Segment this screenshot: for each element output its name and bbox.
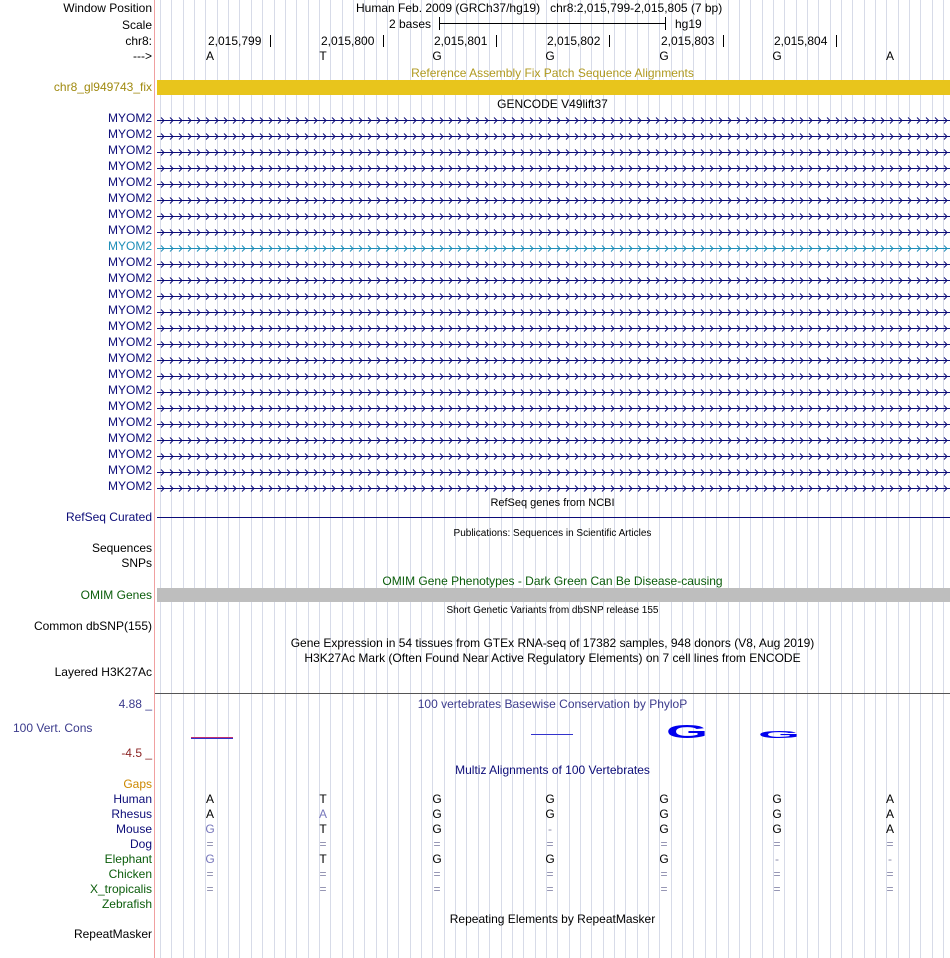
ruler-tick: [836, 35, 837, 47]
gencode-gene-intron[interactable]: [157, 433, 950, 444]
grid-line: [705, 0, 706, 958]
gencode-gene-label[interactable]: MYOM2: [107, 399, 152, 413]
gencode-gene-label[interactable]: MYOM2: [107, 143, 152, 157]
gencode-gene-label[interactable]: MYOM2: [107, 223, 152, 237]
multiz-base: T: [319, 852, 327, 866]
gencode-gene-intron[interactable]: [157, 321, 950, 332]
multiz-species-label[interactable]: Elephant: [104, 852, 152, 866]
multiz-base: =: [773, 837, 781, 851]
multiz-species-label[interactable]: Zebrafish: [101, 897, 152, 911]
gencode-gene-intron[interactable]: [157, 113, 950, 124]
publications-sequences-label[interactable]: Sequences: [91, 541, 152, 555]
grid-line: [410, 0, 411, 958]
multiz-base: -: [888, 852, 892, 866]
grid-line: [920, 0, 921, 958]
multiz-base: =: [433, 867, 441, 881]
multiz-base: A: [205, 807, 214, 821]
gencode-gene-label[interactable]: MYOM2: [107, 111, 152, 125]
multiz-species-label[interactable]: Mouse: [115, 822, 152, 836]
multiz-base: A: [885, 822, 894, 836]
phylop-glyph-g-large: G: [666, 722, 708, 742]
grid-line: [523, 0, 524, 958]
gencode-gene-label[interactable]: MYOM2: [107, 271, 152, 285]
multiz-base: G: [432, 822, 442, 836]
multiz-base: G: [545, 792, 555, 806]
multiz-base: G: [545, 807, 555, 821]
gencode-gene-label[interactable]: MYOM2: [107, 415, 152, 429]
ruler-coordinate: 2,015,803: [661, 34, 715, 48]
grid-line: [648, 0, 649, 958]
multiz-track-title[interactable]: Multiz Alignments of 100 Vertebrates: [455, 763, 650, 777]
grid-line: [569, 0, 570, 958]
multiz-base: =: [206, 837, 214, 851]
refseq-gene-line[interactable]: [157, 517, 950, 518]
grid-line: [830, 0, 831, 958]
gencode-gene-label[interactable]: MYOM2: [107, 303, 152, 317]
grid-line: [262, 0, 263, 958]
multiz-base: G: [659, 792, 669, 806]
gencode-gene-intron[interactable]: [157, 257, 950, 268]
h3k27ac-track-title[interactable]: H3K27Ac Mark (Often Found Near Active Regulatory Elements) on 7 cell lines from ENCODE: [304, 651, 801, 665]
grid-line: [728, 0, 729, 958]
gencode-gene-intron[interactable]: [157, 273, 950, 284]
grid-line: [228, 0, 229, 958]
gencode-gene-intron[interactable]: [157, 465, 950, 476]
grid-line: [750, 0, 751, 958]
ruler-tick: [270, 35, 271, 47]
h3k27ac-track-label[interactable]: Layered H3K27Ac: [54, 665, 152, 679]
gencode-gene-intron[interactable]: [157, 225, 950, 236]
fix-patch-alignment-bar[interactable]: [157, 80, 950, 95]
multiz-base: A: [885, 792, 894, 806]
gencode-gene-intron[interactable]: [157, 129, 950, 140]
multiz-base: =: [886, 837, 894, 851]
omim-gene-bar[interactable]: [157, 588, 950, 602]
scale-bases: 2 bases: [389, 17, 432, 31]
multiz-base: G: [432, 792, 442, 806]
multiz-base: =: [433, 882, 441, 896]
gencode-gene-intron[interactable]: [157, 305, 950, 316]
gtex-track-title[interactable]: Gene Expression in 54 tissues from GTEx RNA-seq of 17382 samples, 948 donors (V8, Aug 2019): [290, 636, 815, 650]
gencode-track-title[interactable]: GENCODE V49lift37: [497, 97, 608, 111]
grid-line: [421, 0, 422, 958]
ruler-tick: [609, 35, 610, 47]
scale-assembly: hg19: [675, 17, 702, 31]
multiz-base: T: [319, 792, 327, 806]
multiz-base: T: [319, 822, 327, 836]
ruler-coordinate: 2,015,801: [434, 34, 488, 48]
grid-line: [716, 0, 717, 958]
multiz-species-label[interactable]: Human: [113, 792, 152, 806]
reference-base: A: [205, 49, 214, 63]
gencode-gene-label[interactable]: MYOM2: [107, 383, 152, 397]
multiz-species-label[interactable]: Rhesus: [111, 807, 152, 821]
multiz-base: =: [546, 867, 554, 881]
multiz-base: =: [319, 882, 327, 896]
grid-line: [603, 0, 604, 958]
grid-line: [478, 0, 479, 958]
multiz-base: G: [659, 822, 669, 836]
reference-base: G: [545, 49, 555, 63]
label-panel-divider: [154, 0, 155, 958]
gencode-gene-label[interactable]: MYOM2: [107, 175, 152, 189]
gencode-gene-label[interactable]: MYOM2: [107, 367, 152, 381]
grid-line: [194, 0, 195, 958]
multiz-base: G: [659, 807, 669, 821]
multiz-gaps-label[interactable]: Gaps: [123, 777, 152, 791]
multiz-species-label[interactable]: Chicken: [108, 867, 152, 881]
grid-line: [693, 0, 694, 958]
gencode-gene-intron[interactable]: [157, 449, 950, 460]
grid-line: [898, 0, 899, 958]
gencode-gene-label[interactable]: MYOM2: [107, 239, 152, 253]
gencode-gene-intron[interactable]: [157, 337, 950, 348]
grid-line: [943, 0, 944, 958]
multiz-base: =: [206, 867, 214, 881]
reference-base: G: [772, 49, 782, 63]
grid-line: [455, 0, 456, 958]
strand-label: --->: [133, 49, 152, 63]
gencode-gene-intron[interactable]: [157, 241, 950, 252]
dbsnp-track-title[interactable]: Short Genetic Variants from dbSNP release 155: [446, 605, 659, 616]
fix-patch-track-title[interactable]: Reference Assembly Fix Patch Sequence Alignments: [411, 66, 694, 80]
reference-base: T: [319, 49, 327, 63]
multiz-base: =: [660, 837, 668, 851]
multiz-base: =: [319, 867, 327, 881]
publications-track-title[interactable]: Publications: Sequences in Scientific Articles: [453, 528, 652, 539]
multiz-base: A: [885, 807, 894, 821]
gencode-gene-label[interactable]: MYOM2: [107, 463, 152, 477]
grid-line: [512, 0, 513, 958]
phylop-glyph-g-small: G: [758, 730, 802, 741]
ruler-tick: [383, 35, 384, 47]
gencode-gene-intron[interactable]: [157, 193, 950, 204]
reference-base: G: [432, 49, 442, 63]
h3k27ac-baseline: [155, 693, 950, 694]
scale-label: Scale: [121, 18, 152, 32]
gencode-gene-label[interactable]: MYOM2: [107, 319, 152, 333]
multiz-base: G: [432, 807, 442, 821]
gencode-gene-label[interactable]: MYOM2: [107, 127, 152, 141]
gencode-gene-label[interactable]: MYOM2: [107, 351, 152, 365]
multiz-base: =: [433, 837, 441, 851]
phylop-max-label: 4.88 _: [118, 697, 152, 711]
repeatmasker-track-label[interactable]: RepeatMasker: [73, 927, 152, 941]
multiz-base: G: [772, 792, 782, 806]
gencode-gene-intron[interactable]: [157, 145, 950, 156]
ruler-tick: [723, 35, 724, 47]
grid-line: [864, 0, 865, 958]
grid-line: [183, 0, 184, 958]
multiz-base: =: [773, 867, 781, 881]
grid-line: [818, 0, 819, 958]
gencode-gene-intron[interactable]: [157, 353, 950, 364]
multiz-species-label[interactable]: Dog: [129, 837, 152, 851]
multiz-base: A: [205, 792, 214, 806]
grid-line: [387, 0, 388, 958]
grid-line: [796, 0, 797, 958]
gencode-gene-intron[interactable]: [157, 417, 950, 428]
multiz-base: G: [432, 852, 442, 866]
gencode-gene-label[interactable]: MYOM2: [107, 431, 152, 445]
grid-line: [251, 0, 252, 958]
phylop-track-label[interactable]: 100 Vert. Cons: [13, 721, 93, 735]
multiz-base: A: [318, 807, 327, 821]
multiz-base: -: [775, 852, 779, 866]
gencode-gene-label[interactable]: MYOM2: [107, 447, 152, 461]
gencode-gene-intron[interactable]: [157, 289, 950, 300]
grid-line: [841, 0, 842, 958]
grid-line: [591, 0, 592, 958]
grid-line: [739, 0, 740, 958]
scale-bar-left-cap: [439, 17, 440, 30]
grid-line: [637, 0, 638, 958]
grid-line: [398, 0, 399, 958]
grid-line: [682, 0, 683, 958]
grid-line: [489, 0, 490, 958]
grid-line: [308, 0, 309, 958]
refseq-track-title[interactable]: RefSeq genes from NCBI: [490, 497, 615, 509]
grid-line: [501, 0, 502, 958]
multiz-base: =: [886, 867, 894, 881]
grid-line: [875, 0, 876, 958]
reference-base: G: [659, 49, 669, 63]
multiz-base: =: [546, 882, 554, 896]
multiz-base: G: [205, 852, 215, 866]
scale-bar: [439, 23, 666, 24]
gencode-gene-intron[interactable]: [157, 369, 950, 380]
phylop-mark-1-base: [191, 738, 233, 739]
grid-line: [807, 0, 808, 958]
phylop-plot: [155, 714, 950, 754]
multiz-base: G: [659, 852, 669, 866]
grid-line: [296, 0, 297, 958]
multiz-base: =: [773, 882, 781, 896]
gencode-gene-label[interactable]: MYOM2: [107, 287, 152, 301]
multiz-base: G: [205, 822, 215, 836]
grid-line: [376, 0, 377, 958]
grid-line: [614, 0, 615, 958]
grid-line: [852, 0, 853, 958]
chrom-label: chr8:: [125, 34, 152, 48]
gencode-gene-intron[interactable]: [157, 401, 950, 412]
ruler-coordinate: 2,015,799: [208, 34, 262, 48]
dbsnp-track-label[interactable]: Common dbSNP(155): [33, 619, 152, 633]
gencode-gene-intron[interactable]: [157, 161, 950, 172]
multiz-base: =: [319, 837, 327, 851]
grid-line: [364, 0, 365, 958]
gencode-gene-intron[interactable]: [157, 209, 950, 220]
phylop-min-label: -4.5 _: [121, 746, 152, 760]
omim-track-title[interactable]: OMIM Gene Phenotypes - Dark Green Can Be Disease-causing: [382, 574, 723, 588]
grid-line: [580, 0, 581, 958]
ruler-coordinate: 2,015,800: [321, 34, 375, 48]
gencode-gene-intron[interactable]: [157, 481, 950, 492]
multiz-species-label[interactable]: X_tropicalis: [89, 882, 152, 896]
multiz-base: =: [206, 882, 214, 896]
ruler-tick: [496, 35, 497, 47]
publications-snps-label[interactable]: SNPs: [121, 556, 152, 570]
ruler-coordinate: 2,015,804: [774, 34, 828, 48]
grid-line: [762, 0, 763, 958]
grid-line: [274, 0, 275, 958]
scale-bar-right-cap: [665, 17, 666, 30]
grid-line: [239, 0, 240, 958]
grid-line: [342, 0, 343, 958]
gencode-gene-label[interactable]: MYOM2: [107, 335, 152, 349]
gencode-gene-label[interactable]: MYOM2: [107, 159, 152, 173]
grid-line: [535, 0, 536, 958]
reference-base: A: [885, 49, 894, 63]
grid-line: [625, 0, 626, 958]
multiz-base: G: [772, 822, 782, 836]
multiz-base: =: [660, 867, 668, 881]
phylop-track-title[interactable]: 100 vertebrates Basewise Conservation by PhyloP: [417, 697, 688, 711]
gencode-gene-label[interactable]: MYOM2: [107, 255, 152, 269]
grid-line: [909, 0, 910, 958]
omim-track-label[interactable]: OMIM Genes: [80, 588, 152, 602]
gencode-gene-label[interactable]: MYOM2: [107, 207, 152, 221]
gencode-gene-intron[interactable]: [157, 385, 950, 396]
grid-line: [466, 0, 467, 958]
gencode-gene-intron[interactable]: [157, 177, 950, 188]
multiz-base: G: [545, 852, 555, 866]
gencode-gene-label[interactable]: MYOM2: [107, 479, 152, 493]
grid-line: [171, 0, 172, 958]
gencode-gene-label[interactable]: MYOM2: [107, 191, 152, 205]
repeatmasker-track-title[interactable]: Repeating Elements by RepeatMasker: [449, 912, 656, 926]
multiz-base: G: [772, 807, 782, 821]
grid-line: [160, 0, 161, 958]
grid-line: [932, 0, 933, 958]
multiz-base: =: [546, 837, 554, 851]
window-position-label: Window Position: [63, 1, 152, 15]
phylop-mark-2: [531, 734, 573, 735]
grid-line: [285, 0, 286, 958]
multiz-base: -: [548, 822, 552, 836]
multiz-base: =: [886, 882, 894, 896]
ruler-coordinate: 2,015,802: [547, 34, 601, 48]
grid-line: [353, 0, 354, 958]
fix-patch-track-label[interactable]: chr8_gl949743_fix: [53, 80, 152, 94]
window-position-value: Human Feb. 2009 (GRCh37/hg19) chr8:2,015,799-2,015,805 (7 bp): [356, 1, 723, 15]
refseq-track-label[interactable]: RefSeq Curated: [65, 510, 152, 524]
multiz-base: =: [660, 882, 668, 896]
